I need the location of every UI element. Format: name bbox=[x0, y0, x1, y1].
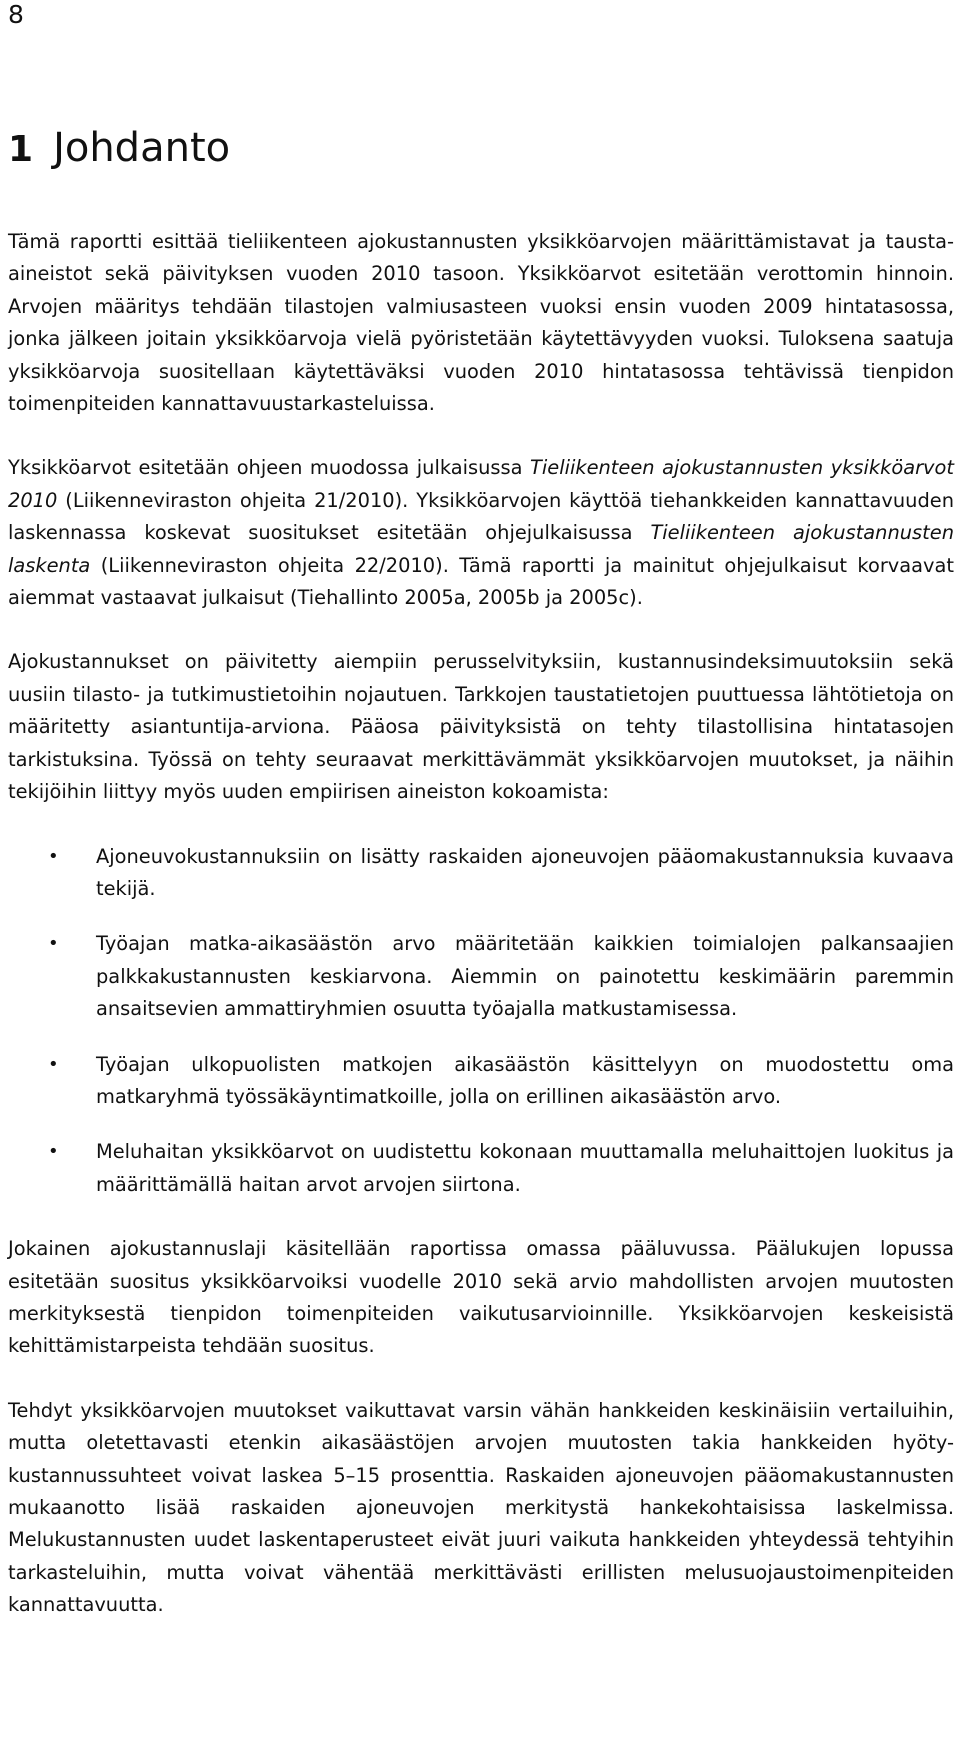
paragraph-updates: Ajokustannukset on päivitetty aiempiin perusselvityksiin, kustannusindeksimuutoksiin sekä uusiin tilasto- ja tutkimustietoihin nojautuen. Tarkkojen taustatietojen puuttuessa lähtötietoja on määritetty asiantuntija-arviona. Pääosa päivityksistä on tehty tilastollisina hintatasojen tarkistuksina. Työssä on tehty seuraavat merkittävämmät yksikköarvojen muutokset, ja näihin tekijöihin liittyy myös uuden empiirisen aineiston kokoamista: bbox=[8, 650, 954, 804]
bullet-icon: • bbox=[48, 933, 59, 955]
bullet-icon: • bbox=[48, 845, 59, 867]
list-item: • Työajan matka-aikasäästön arvo määritetään kaikkien toimialojen palkansaajien palkkakustannusten keskiarvona. Aiemmin on painotettu keskimäärin paremmin ansaitsevien ammattiryhmien osuutta työajalla matkustamisessa. bbox=[8, 928, 954, 1025]
paragraph-impacts: Tehdyt yksikköarvojen muutokset vaikuttavat varsin vähän hankkeiden keskinäisiin vertailuihin, mutta oletettavasti etenkin aikasäästöjen arvojen muutosten takia hankkeiden hyöty-kustannussuhteet voivat laskea 5–15 prosenttia. Raskaiden ajoneuvojen pääomakustannusten mukaanotto lisää raskaiden ajoneuvojen merkitystä hankekohtaisissa laskelmissa. Melukustannusten uudet laskentaperusteet eivät juuri vaikuta hankkeiden yhteydessä tehtyihin tarkasteluihin, mutta voivat vähentää merkittävästi erillisten melusuojaustoimenpiteiden kannattavuutta. bbox=[8, 1398, 954, 1617]
body-text bbox=[8, 226, 954, 1622]
list-item: • Ajoneuvokustannuksiin on lisätty raskaiden ajoneuvojen pääomakustannuksia kuvaava tekijä. bbox=[8, 841, 954, 906]
paragraph-structure: Jokainen ajokustannuslaji käsitellään raportissa omassa pääluvussa. Päälukujen lopussa esitetään suositus yksikköarvoiksi vuodelle 2010 sekä arvio mahdollisten arvojen muutosten merkityksestä tienpidon toimenpiteiden vaikutusarvioinnille. Yksikköarvojen keskeisistä kehittämistarpeista tehdään suositus. bbox=[8, 1237, 954, 1358]
list-item: • Meluhaitan yksikköarvot on uudistettu kokonaan muuttamalla meluhaittojen luokitus ja määrittämällä haitan arvot arvojen siirtona. bbox=[8, 1136, 954, 1201]
publication-title-2: Tieliikenteen ajokustannusten laskenta bbox=[8, 521, 954, 577]
paragraph-intro: Tämä raportti esittää tieliikenteen ajokustannusten yksikköarvojen määrittämistavat ja tausta-aineistot sekä päivityksen vuoden 2010 tasoon. Yksikköarvot esitetään verottomin hinnoin. Arvojen määritys tehdään tilastojen valmiusasteen vuoksi ensin vuoden 2009 hintatasossa, jonka jälkeen joitain yksikköarvoja vielä pyöristetään käytettävyyden vuoksi. Tuloksena saatuja yksikköarvoja suositellaan käytettäväksi vuoden 2010 hintatasossa tehtävissä tienpidon toimenpiteiden kannattavuustarkasteluissa. bbox=[8, 230, 954, 416]
list-item: • Työajan ulkopuolisten matkojen aikasäästön käsittelyyn on muodostettu oma matkaryhmä työssäkäyntimatkoille, jolla on erillinen aikasäästön arvo. bbox=[8, 1049, 954, 1114]
chapter-number: 1 bbox=[8, 129, 34, 170]
publication-title-1: Tieliikenteen ajokustannusten yksikköarvot 2010 bbox=[8, 456, 954, 512]
changes-list bbox=[8, 841, 954, 1202]
bullet-icon: • bbox=[48, 1141, 59, 1163]
chapter-heading bbox=[8, 122, 230, 176]
paragraph-publications: Yksikköarvot esitetään ohjeen muodossa julkaisussa Tieliikenteen ajokustannusten yksikköarvot 2010 (Liikenneviraston ohjeita 21/2010). Yksikköarvojen käyttöä tiehankkeiden kannattavuuden laskennassa koskevat suositukset esitetään ohjejulkaisussa Tieliikenteen ajokustannusten laskenta (Liikenneviraston ohjeita 22/2010). Tämä raportti ja mainitut ohjejulkaisut korvaavat aiemmat vastaavat julkaisut (Tiehallinto 2005a, 2005b ja 2005c). bbox=[8, 456, 954, 610]
bullet-icon: • bbox=[48, 1053, 59, 1075]
chapter-title: Johdanto bbox=[53, 125, 231, 171]
page-number: 8 bbox=[8, 0, 24, 29]
